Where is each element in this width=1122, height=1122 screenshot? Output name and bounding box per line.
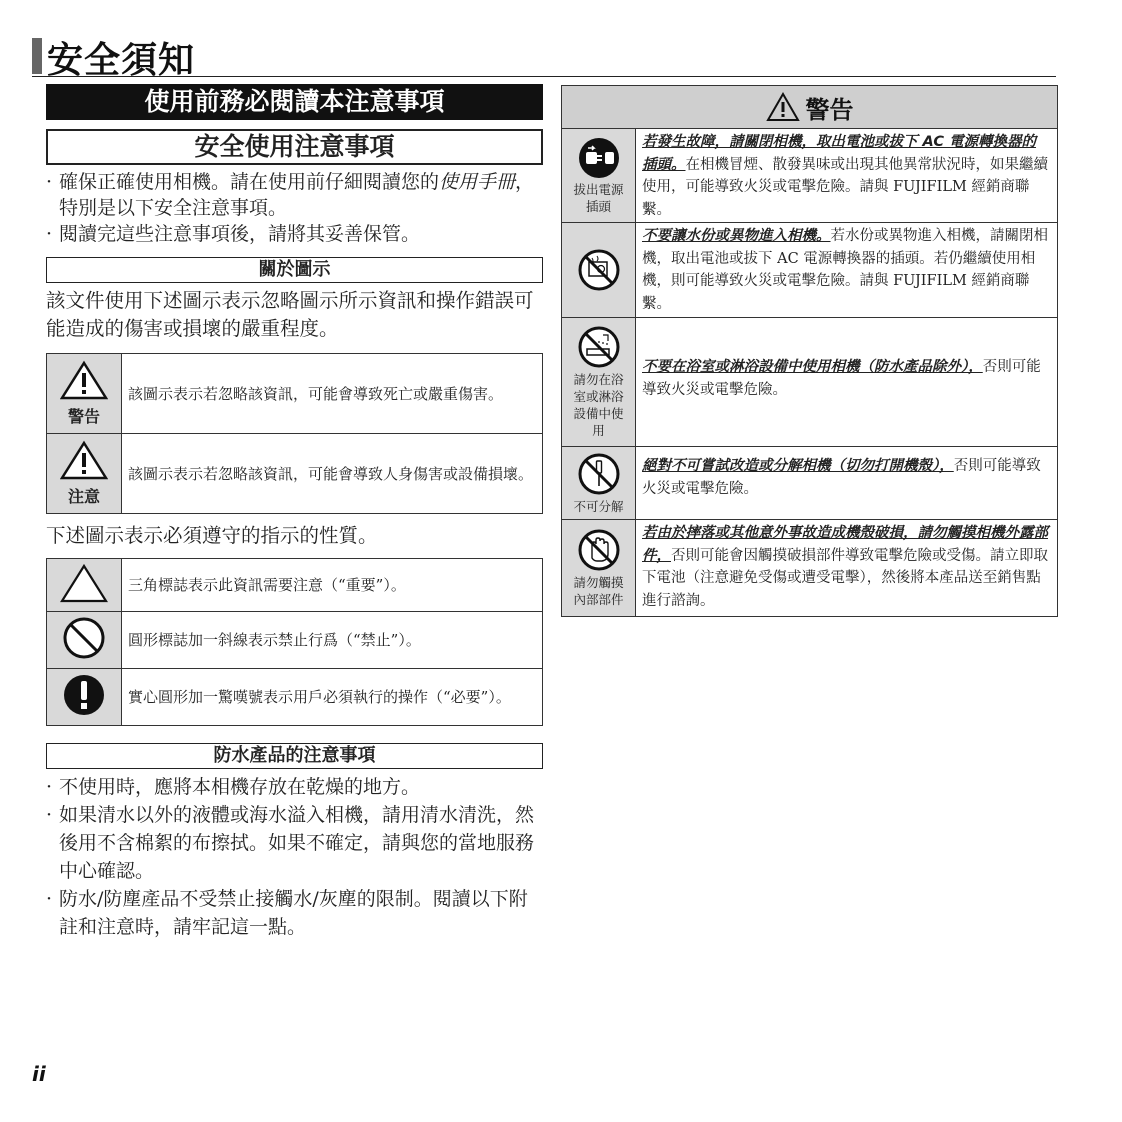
table-row [47,354,543,434]
warning-triangle-icon [766,92,800,122]
table-row [47,612,543,669]
warning-emphasis: 不要在浴室或淋浴設備中使用相機（防水產品除外）， [642,359,983,375]
header-accent-bar [32,38,42,74]
warning-table [561,85,1058,617]
no-bathroom-label: 請勿在浴室或淋浴設備中使用 [573,372,624,438]
important-triangle-icon [60,563,108,603]
waterproof-bullets [46,773,543,941]
warning-text: 不要讓水份或異物進入相機。若水份或異物進入相機，請關閉相機，取出電池或拔下 AC 電源轉換器的插頭。若仍繼續使用相機，則可能導致火災或電擊危險。請與 FUJIFILM 經銷商聯繫。 [642,228,1048,312]
prohibited-icon-cell [47,612,122,669]
left-column [46,84,543,941]
warning-icon-cell [47,354,122,434]
list-item: · 防水/防塵產品不受禁止接觸水/灰塵的限制。閱讀以下附註和注意時，請牢記這一點。 [46,885,543,941]
warning-description: 該圖示表示若忽略該資訊，可能會導致死亡或嚴重傷害。 [122,354,543,434]
manual-reference: 使用手冊 [439,171,516,193]
important-description: 三角標誌表示此資訊需要注意（“重要”）。 [122,559,543,612]
warning-text: 若發生故障，請關閉相機，取出電池或拔下 AC 電源轉換器的插頭。在相機冒煙、散發異味或出現其他異常狀況時，如果繼續使用，可能導致火災或電擊危險。請與 FUJIFILM 經銷商聯繫。 [642,134,1048,218]
warning-text: 不要在浴室或淋浴設備中使用相機（防水產品除外），否則可能導致火災或電擊危險。 [642,359,1041,398]
about-icons-heading: 關於圖示 [46,257,543,283]
no-touch-icon-cell [562,520,636,616]
no-disassembly-icon-cell [562,447,636,519]
mandatory-description: 實心圓形加一驚嘆號表示用戶必須執行的操作（“必要”）。 [122,669,543,726]
no-shower-icon [577,325,621,369]
no-foreign-objects-icon-cell [562,223,636,317]
caution-icon-cell [47,434,122,514]
table-row [562,223,1057,318]
table-row [47,559,543,612]
unplug-icon [578,137,620,179]
warning-text: 絕對不可嘗試改造或分解相機（切勿打開機殼），否則可能導致火災或電擊危險。 [642,458,1041,497]
severity-icon-table [46,353,543,514]
prohibited-circle-icon [62,616,106,660]
no-bathroom-icon-cell [562,318,636,446]
caution-label: 注意 [67,487,100,506]
table-row [562,447,1057,520]
waterproof-heading: 防水產品的注意事項 [46,743,543,769]
table-row [562,129,1057,223]
mandatory-icon-cell [47,669,122,726]
list-item: · 確保正確使用相機。請在使用前仔細閱讀您的使用手冊，特別是以下安全注意事項。 [46,169,543,221]
list-item: · 不使用時，應將本相機存放在乾燥的地方。 [46,773,543,801]
no-water-entry-icon [577,248,621,292]
warning-label: 警告 [67,407,100,426]
page-header [32,36,1056,81]
section-title: 安全使用注意事項 [46,129,543,165]
unplug-icon-cell [562,129,636,222]
no-disassembly-label: 不可分解 [573,498,624,514]
warning-emphasis: 絕對不可嘗試改造或分解相機（切勿打開機殼）， [642,458,954,474]
page-title: 安全須知 [47,40,196,81]
important-icon-cell [47,559,122,612]
mandatory-exclamation-icon [62,673,106,717]
warning-triangle-icon [60,360,108,400]
no-disassembly-icon [577,452,621,496]
no-touch-label: 請勿觸摸內部部件 [573,575,624,607]
no-touch-hand-icon [577,528,621,572]
unplug-label: 拔出電源插頭 [573,181,624,214]
must-read-banner: 使用前務必閱讀本注意事項 [46,84,543,120]
prohibited-description: 圓形標誌加一斜線表示禁止行爲（“禁止”）。 [122,612,543,669]
instruction-icon-table [46,558,543,726]
list-item: · 如果清水以外的液體或海水溢入相機，請用清水清洗，然後用不含棉絮的布擦拭。如果不確定，請與您的當地服務中心確認。 [46,801,543,885]
caution-description: 該圖示表示若忽略該資訊，可能會導致人身傷害或設備損壞。 [122,434,543,514]
caution-triangle-icon [60,440,108,480]
warning-table-title: 警告 [805,95,854,124]
warning-table-header [562,86,1057,129]
table-row [47,669,543,726]
table-row [47,434,543,514]
warning-emphasis: 若發生故障，請關閉相機，取出電池或拔下 AC 電源轉換器的插頭。 [642,134,1037,173]
table-row [562,318,1057,447]
table-row [562,520,1057,616]
list-item: · 閱讀完這些注意事項後，請將其妥善保管。 [46,221,543,247]
warning-text: 若由於摔落或其他意外事故造成機殼破損，請勿觸摸相機外露部件，否則可能會因觸摸破損部件導致電擊危險或受傷。請立即取下電池（注意避免受傷或遭受電擊），然後將本產品送至銷售點進行諮詢。 [642,525,1048,609]
about-icons-paragraph: 該文件使用下述圖示表示忽略圖示所示資訊和操作錯誤可能造成的傷害或損壞的嚴重程度。 [46,289,534,340]
intro-bullets [46,169,543,247]
page-number: ii [32,1062,46,1086]
instruction-icons-paragraph: 下述圖示表示必須遵守的指示的性質。 [46,524,378,547]
warning-emphasis: 不要讓水份或異物進入相機。 [642,228,831,244]
warning-emphasis: 若由於摔落或其他意外事故造成機殼破損，請勿觸摸相機外露部件， [642,525,1048,564]
